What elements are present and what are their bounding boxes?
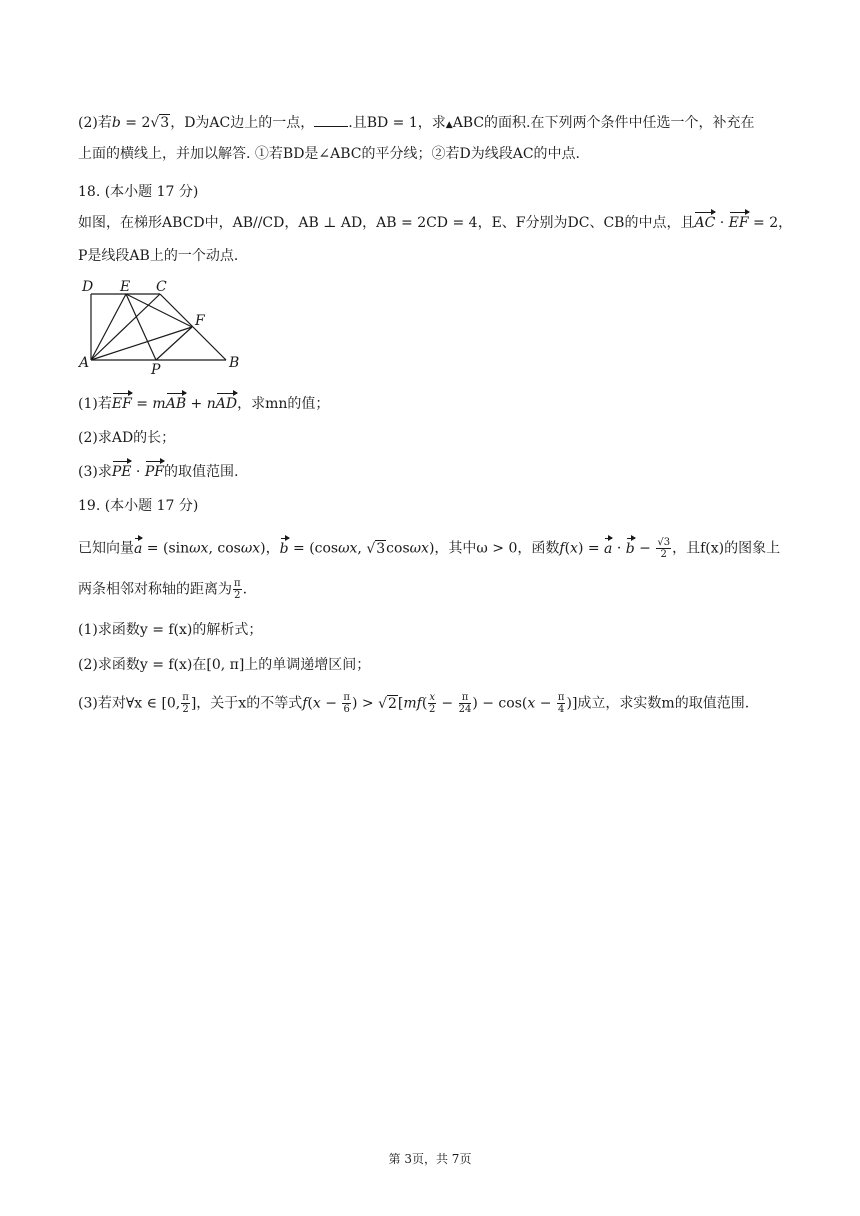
q19-part3-text-c: 成立，求实数m的取值范围. xyxy=(577,695,750,712)
label-f: F xyxy=(195,313,205,329)
q18-part1: (1)若EF = mAB + nAD，求mn的值； xyxy=(78,396,330,412)
q18-part1-text-b: ，求mn的值； xyxy=(237,396,330,412)
page-footer: 第 3页，共 7页 xyxy=(388,1152,472,1166)
q17-part2-text-b: ，D为AC边上的一点， xyxy=(170,115,315,131)
q19-stem-line1: 已知向量a = (sinωx, cosωx)，b = (cosωx, √3cosωx)，其中ω > 0，函数f(x) = a · b − $\frac{√3}{2}$ ，且f(x)的图象上 xyxy=(78,537,781,560)
label-b: B xyxy=(229,355,240,371)
q18-part3: (3)求PE · PF的取值范围. xyxy=(78,464,239,480)
q17-part2-text-d: ABC的面积.在下列两个条件中任选一个，补充在 xyxy=(452,115,755,131)
label-c: C xyxy=(156,279,167,295)
q19-stem-line2-text: 两条相邻对称轴的距离为 xyxy=(78,581,232,598)
q19-part1: (1)求函数y = f(x)的解析式； xyxy=(78,622,263,638)
q18-stem-text-a: 如图，在梯形ABCD中，AB//CD，AB ⊥ AD，AB = 2CD = 4，E、F分别为DC、CB的中点，且 xyxy=(78,215,695,231)
q19-part3-text-b: ]，关于x的不等式 xyxy=(190,695,303,712)
q17-part2-line1: (2)若b = 2√3，D为AC边上的一点， .且BD = 1，求▲ABC的面积.在下列两个条件中任选一个，补充在 xyxy=(78,115,755,131)
q18-header: 18. (本小题 17 分) xyxy=(78,184,199,200)
q17-part2-text-c: .且BD = 1，求 xyxy=(348,115,446,131)
q18-part3-text-a: (3)求 xyxy=(78,464,112,480)
q18-stem-text-b: = 2， xyxy=(748,215,793,231)
q18-part1-text-a: (1)若 xyxy=(78,396,112,412)
q18-part3-text-b: 的取值范围. xyxy=(163,464,239,480)
q19-stem-text-a: 已知向量 xyxy=(78,540,134,557)
q19-stem-line2: 两条相邻对称轴的距离为 $\frac{\pi}{2}$ . xyxy=(78,578,248,601)
q18-part2: (2)求AD的长； xyxy=(78,430,176,446)
q19-stem-text-b: ，其中ω > 0，函数 xyxy=(434,540,560,557)
q19-part2: (2)求函数y = f(x)在[0, π]上的单调递增区间； xyxy=(78,657,371,673)
q18-stem-line2: P是线段AB上的一个动点. xyxy=(78,248,239,264)
label-a: A xyxy=(79,355,90,371)
label-p: P xyxy=(151,362,161,376)
label-d: D xyxy=(82,279,94,295)
q19-part3: (3)若对∀x ∈ [0, $\frac{\pi}{2}$ ]，关于x的不等式f(x − $\frac{\pi}{6}$ ) > √2[mf( $\frac{x}{2}$ − $\frac{\pi}{24}$ ) − cos(x − $\frac{\pi}{4}$ )]成立，求实数m的取值范围. xyxy=(78,692,750,715)
answer-blank xyxy=(314,114,348,127)
trapezoid-figure xyxy=(74,276,249,376)
q17-part2-text-a: (2)若 xyxy=(78,115,112,131)
q19-header: 19. (本小题 17 分) xyxy=(78,498,199,514)
q19-stem-text-c: ，且f(x)的图象上 xyxy=(672,540,781,557)
label-e: E xyxy=(120,279,131,295)
q17-part2-line2: 上面的横线上，并加以解答. ①若BD是∠ABC的平分线；②若D为线段AC的中点. xyxy=(78,146,581,162)
q18-stem-line1: 如图，在梯形ABCD中，AB//CD，AB ⊥ AD，AB = 2CD = 4，E、F分别为DC、CB的中点，且AC · EF = 2， xyxy=(78,215,793,231)
q19-part3-text-a: (3)若对∀x ∈ [0, xyxy=(78,695,181,712)
